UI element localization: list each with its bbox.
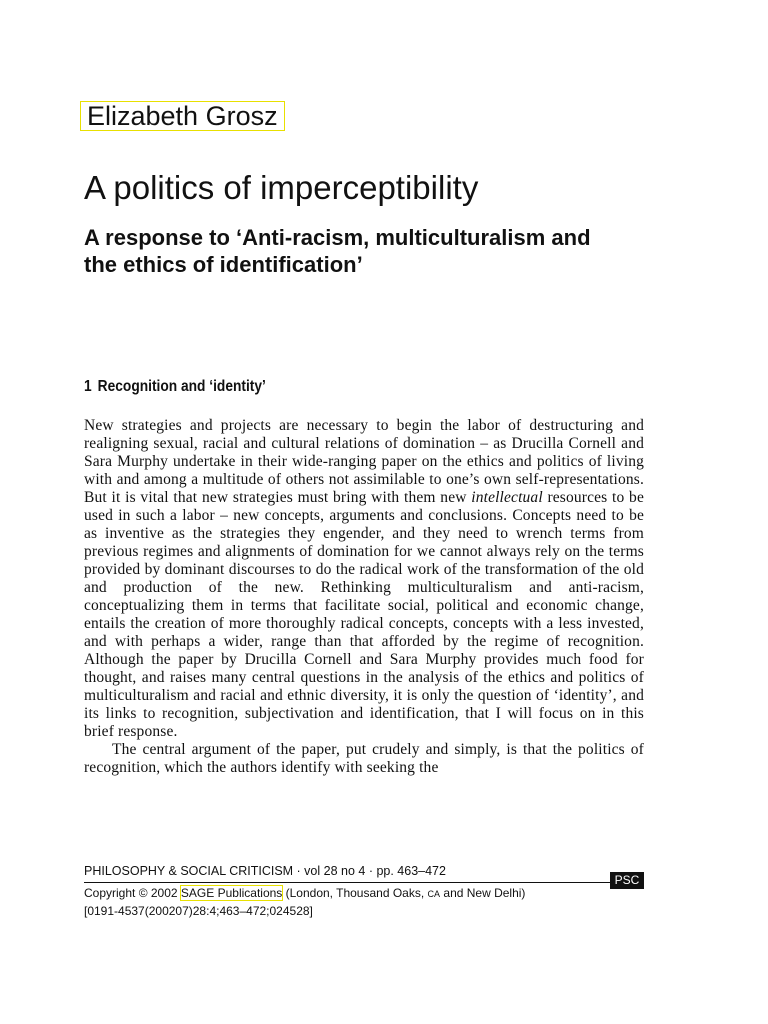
section-number: 1 [84, 378, 92, 395]
body-text [84, 417, 644, 777]
journal-citation: PHILOSOPHY & SOCIAL CRITICISM · vol 28 no 4 · pp. 463–472 [84, 863, 614, 883]
publisher-link[interactable]: SAGE Publications [180, 886, 283, 900]
location-text: and New Delhi) [443, 886, 526, 900]
paragraph [84, 417, 644, 741]
paragraph-text: New strategies and projects are necessary to begin the labor of destructuring and realigning sexual, racial and cultural relations of domination – as Drucilla Cornell and Sara Murphy undertake in their wide-ranging paper on the ethics and politics of living with and among a multitude of others not assimilable to one’s own self-representations. But it is vital that new strategies must bring with them new [84, 417, 644, 506]
copyright-line [84, 884, 525, 903]
section-heading [84, 377, 266, 397]
emphasis-text: intellectual [471, 489, 543, 506]
section-title: Recognition and ‘identity’ [97, 378, 266, 395]
journal-badge: PSC [610, 872, 644, 889]
location-text: (London, Thousand Oaks, [285, 886, 425, 900]
article-identifier: [0191-4537(200207)28:4;463–472;024528] [84, 904, 313, 918]
article-subtitle: A response to ‘Anti-racism, multiculturalism and the ethics of identification’ [84, 225, 591, 277]
paragraph: The central argument of the paper, put crudely and simply, is that the politics of recognition, which the authors identify with seeking the [84, 741, 644, 776]
state-abbrev: CA [427, 889, 441, 899]
article-title: A politics of imperceptibility [84, 169, 479, 206]
copyright-text: Copyright © 2002 [84, 886, 178, 900]
paragraph-text: resources to be used in such a labor – new concepts, arguments and conclusions. Concepts need to be as inventive as the strategies they engender, and they need to wrench terms from previous regimes and alignments of domination for we cannot always rely on the terms provided by dominant discourses to do the radical work of the transformation of the old and production of the new. Rethinking multiculturalism and anti-racism, conceptualizing them in terms that facilitate social, political and economic change, entails the creation of more thoroughly radical concepts, concepts with a less invested, and with perhaps a wider, range than that afforded by the regime of recognition. Although the paper by Drucilla Cornell and Sara Murphy provides much food for thought, and raises many central questions in the analysis of the ethics and politics of multiculturalism and racial and ethnic diversity, it is only the question of ‘identity’, and its links to recognition, subjectivation and identification, that I will focus on in this brief response. [84, 489, 644, 740]
author-name: Elizabeth Grosz [80, 101, 285, 131]
